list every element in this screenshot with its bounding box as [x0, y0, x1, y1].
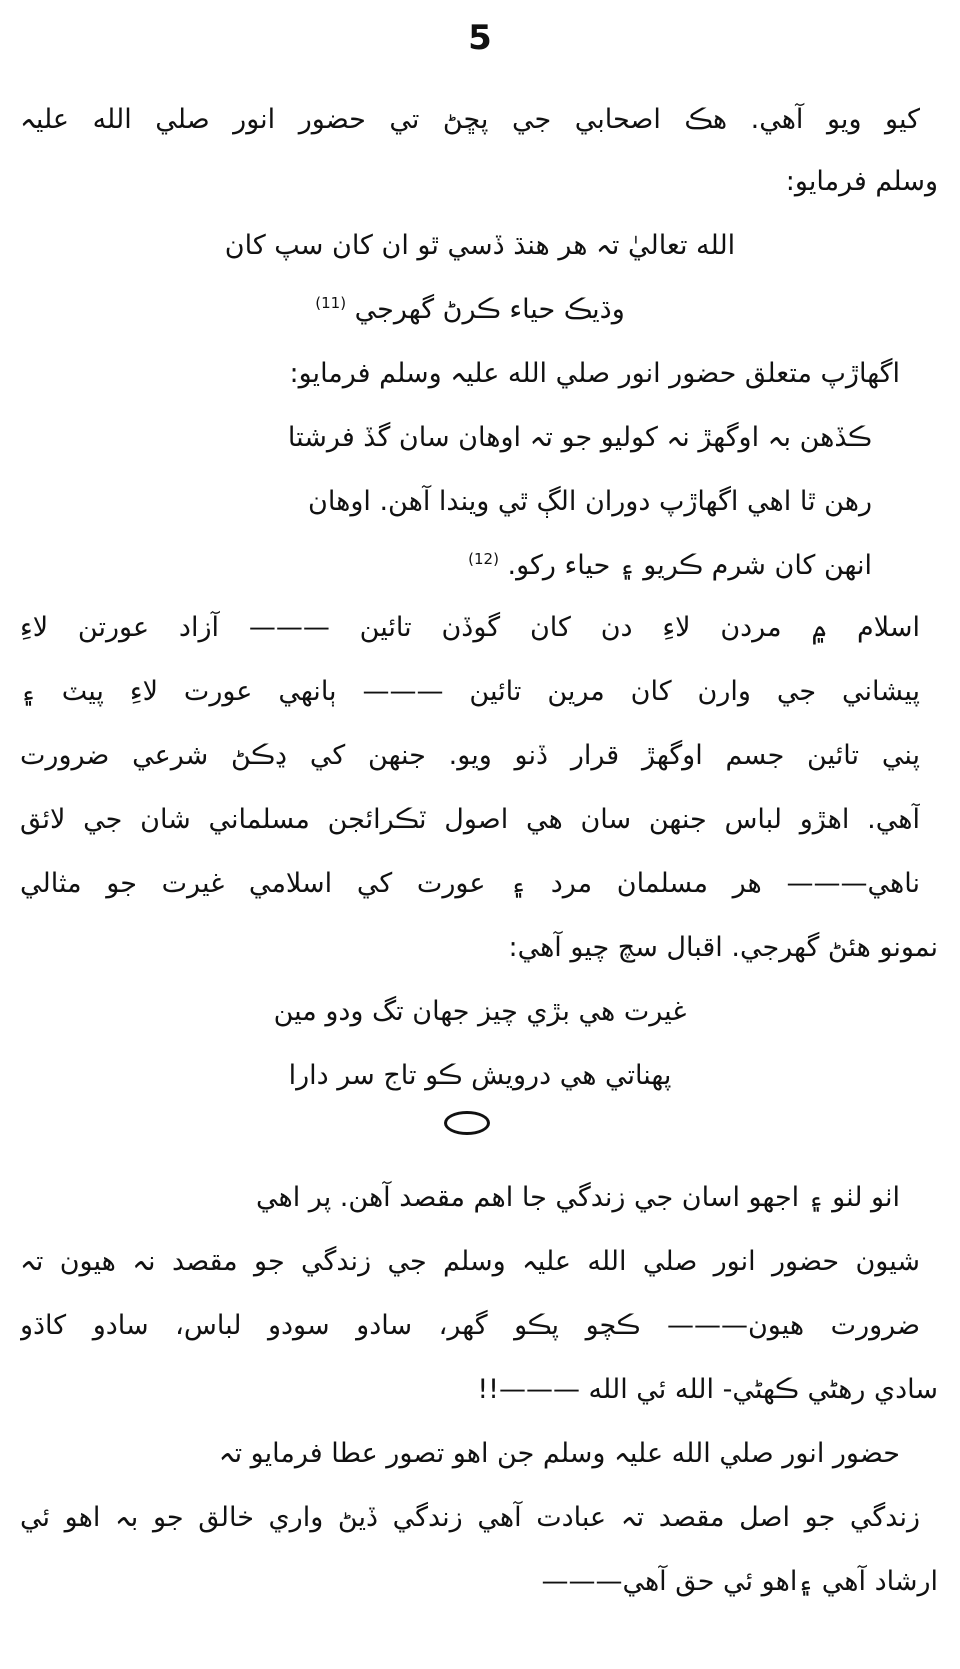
footnote-ref-12: (12)	[468, 550, 499, 568]
text-line-12: آهي. اهڙو لباس جنهن سان هي اصول ٽڪرائجن مسلماني شان جي لائق	[20, 804, 920, 835]
footnote-ref-11: (11)	[315, 294, 347, 312]
text-line-17: اٺو لٺو ۽ اجهو اسان جي زندگي جا اهم مقصد آهن. پر اهي	[255, 1182, 900, 1213]
text-line-11: پني تائين جسم اوگهڙ قرار ڏنو ويو. جنهن کي ڍڪڻ شرعي ضرورت	[20, 740, 920, 771]
text-line-18: شيون حضور انور صلي الله عليہ وسلم جي زندگي جو مقصد نہ هيون تہ	[20, 1246, 920, 1277]
hadith-line-1: الله تعاليٰ تہ هر هنڌ ڏسي ٿو ان کان سپ کان	[224, 230, 736, 261]
poem-line-1: غيرت هي بڙي چيز جهان تگ ودو مين	[273, 996, 687, 1027]
text-line-9: اسلام ۾ مردن لاءِ دن کان گوڏن تائين ——— آزاد عورتن لاءِ	[20, 612, 920, 643]
text-line-19: ضرورت هيون——— ڪچو پڪو گهر، سادو سودو لباس، سادو کاڌو	[20, 1310, 920, 1341]
text-line-20: سادي رهڻي ڪهڻي- الله ئي الله ———!!	[477, 1374, 938, 1405]
text-line-13: ناهي——— هر مسلمان مرد ۽ عورت کي اسلامي غيرت جو مثالي	[20, 868, 920, 899]
hadith-line-5-text: انهن کان شرم ڪريو ۽ حياء رکو.	[507, 550, 872, 581]
text-line-22: زندگي جو اصل مقصد تہ عبادت آهي زندگي ڏيڻ واري خالق جو بہ اهو ئي	[20, 1502, 920, 1533]
hadith-line-4: رهن ٿا اهي اگهاڙپ دوران الڳ ٿي ويندا آهن. اوهان	[308, 486, 872, 517]
text-line-14: نمونو هئڻ گهرجي. اقبال سچ چيو آهي:	[508, 932, 938, 963]
text-line-5: اگهاڙپ متعلق حضور انور صلي الله عليہ وسلم فرمايو:	[289, 358, 900, 389]
hadith-line-3: ڪڏهن بہ اوگهڙ نہ کوليو جو تہ اوهان سان گڏ فرشتا	[287, 422, 872, 453]
text-line-10: پيشاني جي وارن کان مرين تائين ——— ٻانهي عورت لاءِ پيٽ ۽	[20, 676, 920, 707]
hadith-line-2	[0, 290, 940, 334]
hadith-line-5	[52, 546, 872, 590]
text-line-21: حضور انور صلي الله عليہ وسلم جن اهو تصور عطا فرمايو تہ	[218, 1438, 900, 1469]
text-line-1: کيو ويو آهي. هڪ اصحابي جي پڇڻ تي حضور انور صلي الله عليہ	[20, 104, 920, 135]
poem-line-2: پهناتي هي درويش ڪو تاج سر دارا	[288, 1060, 672, 1091]
text-line-23: ارشاد آهي ۽اهو ئي حق آهي———	[541, 1566, 938, 1597]
section-divider-ornament	[444, 1111, 490, 1135]
text-line-2: وسلم فرمايو:	[785, 166, 938, 197]
hadith-line-2-text: وڌيڪ حياء ڪرڻ گهرجي	[354, 294, 625, 325]
page-number: 5	[468, 18, 492, 58]
